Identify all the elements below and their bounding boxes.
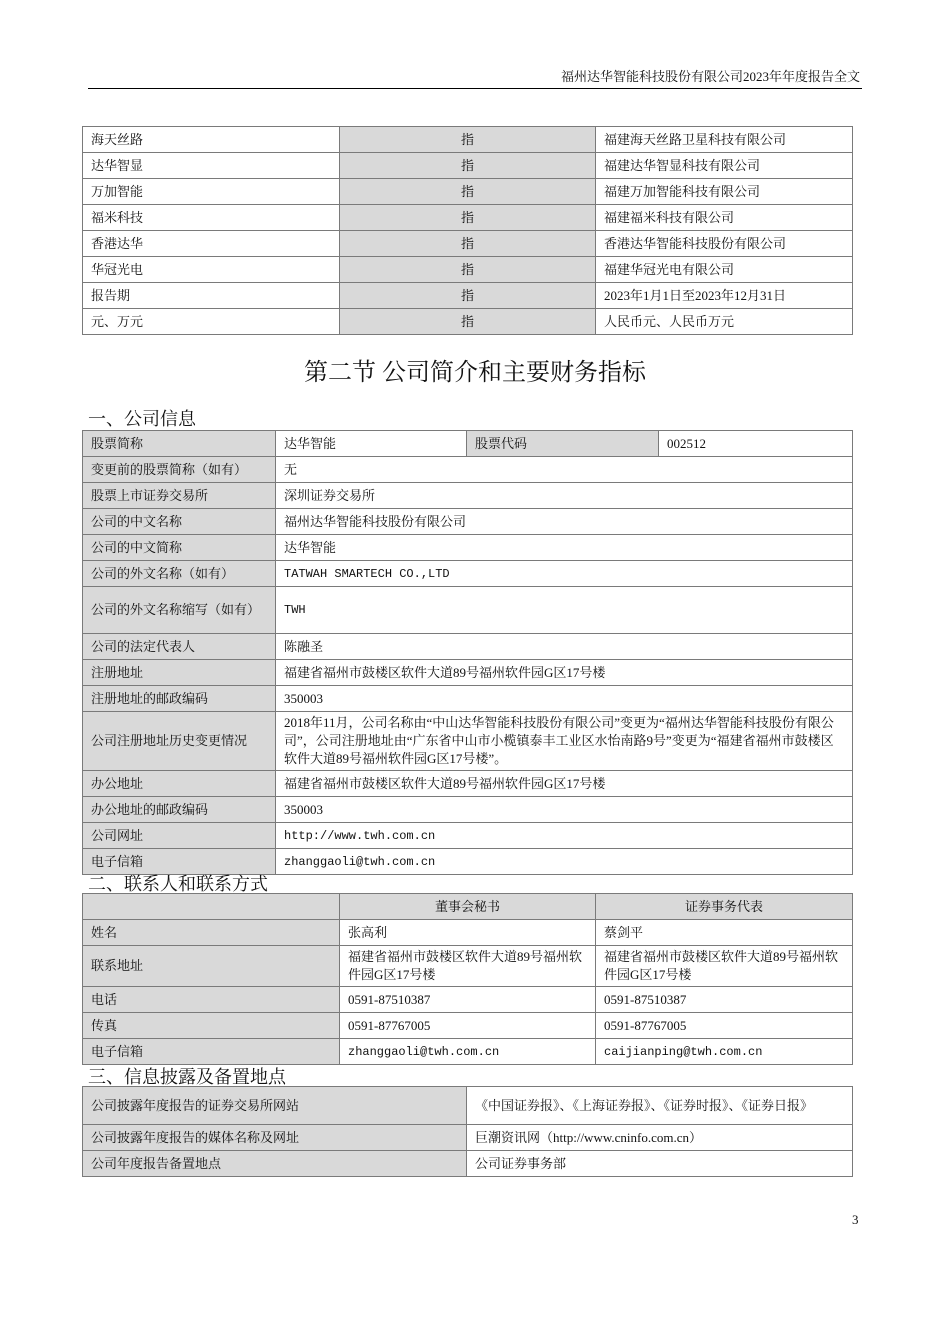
company-info-table xyxy=(82,430,853,875)
table-row xyxy=(83,509,853,535)
table-row xyxy=(83,309,853,335)
table-row xyxy=(83,987,853,1013)
table-cell: caijianping@twh.com.cn xyxy=(596,1039,853,1065)
table-cell: 福建福米科技有限公司 xyxy=(596,205,853,231)
table-row xyxy=(83,712,853,771)
table-row xyxy=(83,1151,853,1177)
table-row xyxy=(83,894,853,920)
table-cell: 办公地址 xyxy=(83,771,276,797)
table-cell: 指 xyxy=(340,153,596,179)
table-cell: 报告期 xyxy=(83,283,340,309)
table-row xyxy=(83,823,853,849)
table-cell: 350003 xyxy=(276,686,853,712)
table-cell: 股票简称 xyxy=(83,431,276,457)
table-cell: 0591-87510387 xyxy=(340,987,596,1013)
table-row xyxy=(83,1039,853,1065)
table-cell: 证券事务代表 xyxy=(596,894,853,920)
table-row xyxy=(83,561,853,587)
table-cell: 华冠光电 xyxy=(83,257,340,283)
table-cell: 蔡剑平 xyxy=(596,920,853,946)
table-cell: 达华智显 xyxy=(83,153,340,179)
table-cell: 姓名 xyxy=(83,920,340,946)
table-cell: 2023年1月1日至2023年12月31日 xyxy=(596,283,853,309)
table-cell: 指 xyxy=(340,309,596,335)
table-row xyxy=(83,634,853,660)
table-row xyxy=(83,283,853,309)
table-cell: 注册地址的邮政编码 xyxy=(83,686,276,712)
table-cell: 福建省福州市鼓楼区软件大道89号福州软件园G区17号楼 xyxy=(596,946,853,987)
table-cell: 公司的中文简称 xyxy=(83,535,276,561)
table-cell: 福建海天丝路卫星科技有限公司 xyxy=(596,127,853,153)
table-cell: 深圳证券交易所 xyxy=(276,483,853,509)
table-cell: 0591-87510387 xyxy=(596,987,853,1013)
table-cell: 公司披露年度报告的媒体名称及网址 xyxy=(83,1125,467,1151)
table-cell: 公司披露年度报告的证券交易所网站 xyxy=(83,1087,467,1125)
table-cell: 达华智能 xyxy=(276,431,467,457)
table-cell: 办公地址的邮政编码 xyxy=(83,797,276,823)
table-cell: 指 xyxy=(340,205,596,231)
table-row xyxy=(83,920,853,946)
table-cell: 福州达华智能科技股份有限公司 xyxy=(276,509,853,535)
table-cell: 指 xyxy=(340,127,596,153)
table-row xyxy=(83,153,853,179)
table-cell: 指 xyxy=(340,257,596,283)
table-cell: 福建华冠光电有限公司 xyxy=(596,257,853,283)
table-cell: 公司网址 xyxy=(83,823,276,849)
table-cell: 万加智能 xyxy=(83,179,340,205)
table-cell: 《中国证券报》、《上海证券报》、《证券时报》、《证券日报》 xyxy=(467,1087,853,1125)
table-row xyxy=(83,231,853,257)
table-cell: 元、万元 xyxy=(83,309,340,335)
table-cell: 指 xyxy=(340,283,596,309)
table-row xyxy=(83,771,853,797)
table-cell: 福建省福州市鼓楼区软件大道89号福州软件园G区17号楼 xyxy=(276,660,853,686)
table-cell: 董事会秘书 xyxy=(340,894,596,920)
table-cell: 2018年11月，公司名称由“中山达华智能科技股份有限公司”变更为“福州达华智能科技股份有限公司”，公司注册地址由“广东省中山市小榄镇泰丰工业区水怡南路9号”变更为“福建省福州市鼓楼区软件大道89号福州软件园G区17号楼”。 xyxy=(276,712,853,771)
table-cell: 注册地址 xyxy=(83,660,276,686)
table-cell: 达华智能 xyxy=(276,535,853,561)
table-row xyxy=(83,457,853,483)
table-cell: 0591-87767005 xyxy=(596,1013,853,1039)
table-cell: 香港达华智能科技股份有限公司 xyxy=(596,231,853,257)
table-cell: 变更前的股票简称（如有） xyxy=(83,457,276,483)
table-cell: 巨潮资讯网（http://www.cninfo.com.cn） xyxy=(467,1125,853,1151)
page-number: 3 xyxy=(852,1212,859,1227)
table-row xyxy=(83,483,853,509)
table-cell: TWH xyxy=(276,587,853,634)
table-cell: 股票上市证券交易所 xyxy=(83,483,276,509)
table-row xyxy=(83,797,853,823)
header-divider xyxy=(88,88,862,89)
table-cell: 福建省福州市鼓楼区软件大道89号福州软件园G区17号楼 xyxy=(276,771,853,797)
table-cell: zhanggaoli@twh.com.cn xyxy=(340,1039,596,1065)
disclosure-table xyxy=(82,1086,853,1177)
table-cell: 福建万加智能科技有限公司 xyxy=(596,179,853,205)
table-row xyxy=(83,587,853,634)
table-row xyxy=(83,946,853,987)
running-header: 福州达华智能科技股份有限公司2023年年度报告全文 xyxy=(560,69,860,84)
table-cell: 福建省福州市鼓楼区软件大道89号福州软件园G区17号楼 xyxy=(340,946,596,987)
table-row xyxy=(83,686,853,712)
contact-table xyxy=(82,893,853,1065)
table-cell: TATWAH SMARTECH CO.,LTD xyxy=(276,561,853,587)
table-cell: 人民币元、人民币万元 xyxy=(596,309,853,335)
contact-heading: 二、联系人和联系方式 xyxy=(88,874,268,894)
table-cell: 公司的法定代表人 xyxy=(83,634,276,660)
table-cell: 公司的外文名称（如有） xyxy=(83,561,276,587)
table-cell: 联系地址 xyxy=(83,946,340,987)
table-cell: 公司注册地址历史变更情况 xyxy=(83,712,276,771)
table-cell: 福米科技 xyxy=(83,205,340,231)
table-cell: 传真 xyxy=(83,1013,340,1039)
table-cell: 指 xyxy=(340,231,596,257)
table-row xyxy=(83,1013,853,1039)
table-cell: 海天丝路 xyxy=(83,127,340,153)
table-row xyxy=(83,431,853,457)
table-cell: 张高利 xyxy=(340,920,596,946)
table-row xyxy=(83,1087,853,1125)
table-cell: 公司的中文名称 xyxy=(83,509,276,535)
table-row xyxy=(83,1125,853,1151)
table-cell: 香港达华 xyxy=(83,231,340,257)
table-cell: 0591-87767005 xyxy=(340,1013,596,1039)
table-cell: zhanggaoli@twh.com.cn xyxy=(276,849,853,875)
table-cell: 电子信箱 xyxy=(83,1039,340,1065)
table-cell: 公司证券事务部 xyxy=(467,1151,853,1177)
table-cell: 股票代码 xyxy=(467,431,659,457)
table-row xyxy=(83,127,853,153)
table-row xyxy=(83,179,853,205)
table-cell: 陈融圣 xyxy=(276,634,853,660)
table-cell: 公司的外文名称缩写（如有） xyxy=(83,587,276,634)
table-cell: 350003 xyxy=(276,797,853,823)
table-cell xyxy=(83,894,340,920)
definitions-table xyxy=(82,126,853,335)
table-cell: 福建达华智显科技有限公司 xyxy=(596,153,853,179)
table-cell: 公司年度报告备置地点 xyxy=(83,1151,467,1177)
section-title: 第二节 公司简介和主要财务指标 xyxy=(304,360,646,386)
table-cell: 002512 xyxy=(659,431,853,457)
table-cell: 电话 xyxy=(83,987,340,1013)
table-cell: 指 xyxy=(340,179,596,205)
disclosure-heading: 三、信息披露及备置地点 xyxy=(88,1067,286,1087)
table-row xyxy=(83,660,853,686)
table-row xyxy=(83,205,853,231)
table-row xyxy=(83,257,853,283)
table-cell: 无 xyxy=(276,457,853,483)
company-info-heading: 一、公司信息 xyxy=(88,409,196,429)
table-cell: 电子信箱 xyxy=(83,849,276,875)
table-cell: http://www.twh.com.cn xyxy=(276,823,853,849)
table-row xyxy=(83,535,853,561)
